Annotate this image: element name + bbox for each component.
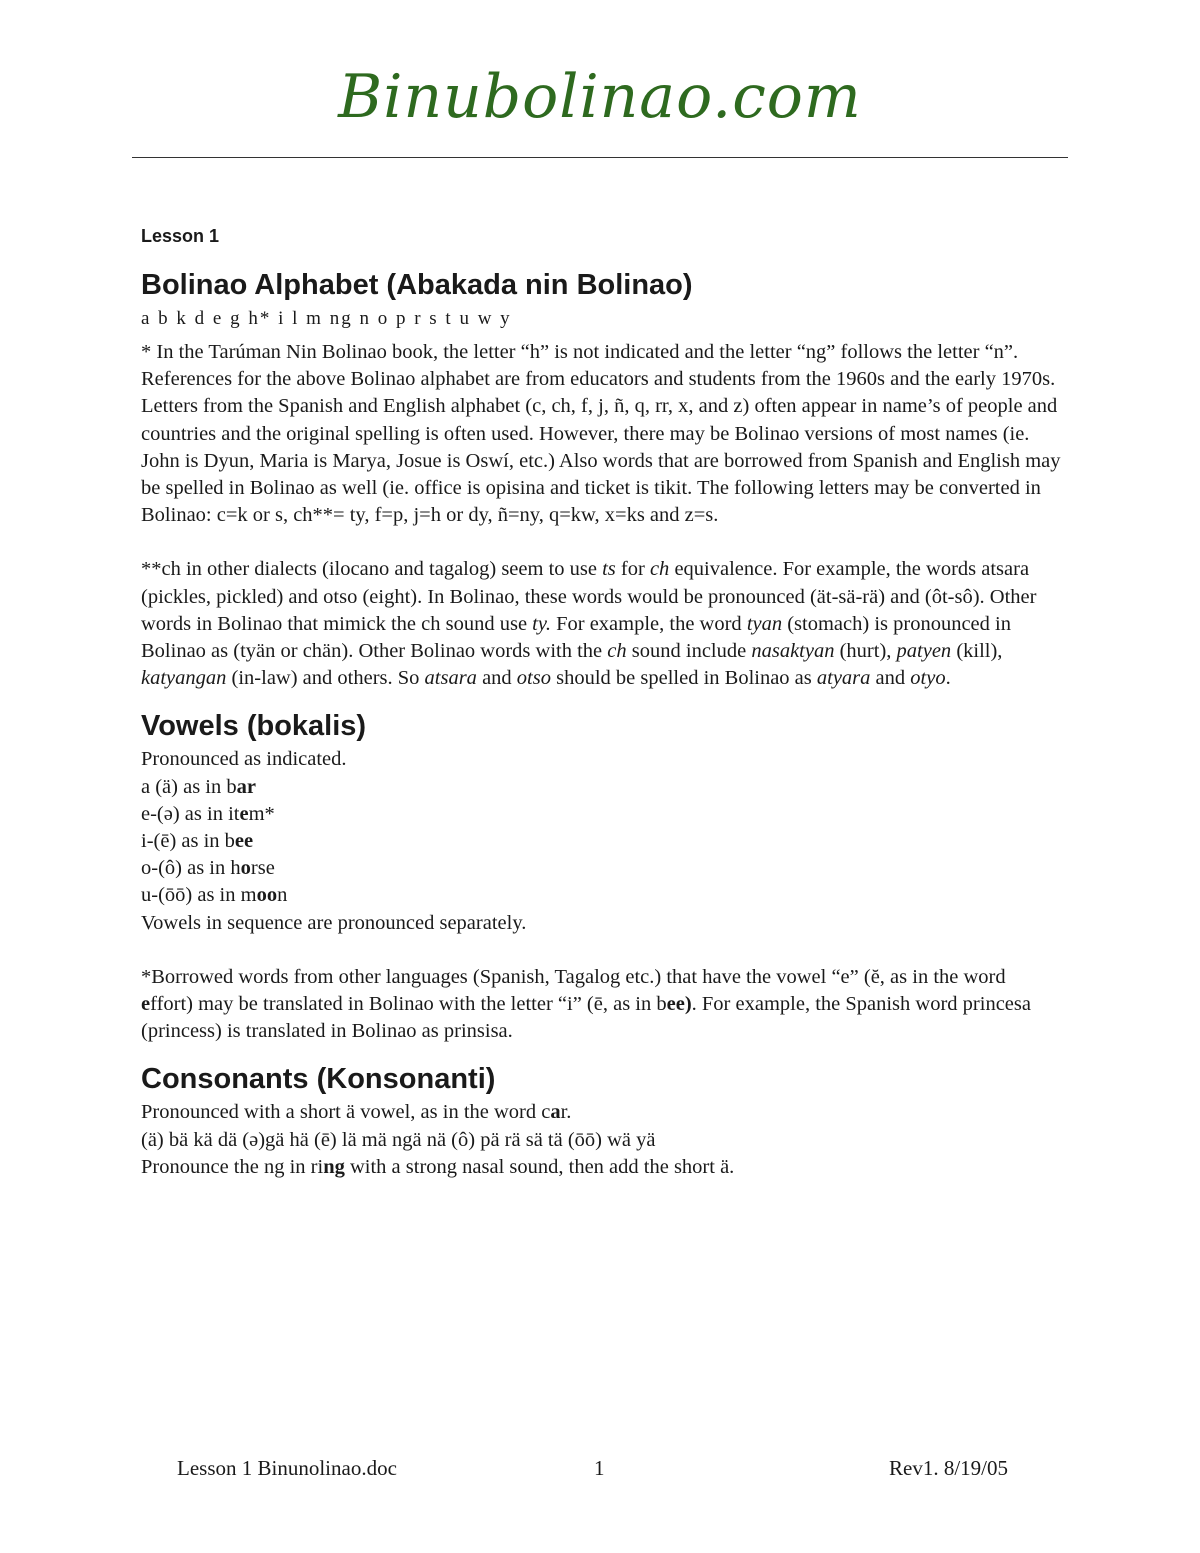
alphabet-note-paragraph: * In the Tarúman Nin Bolinao book, the letter “h” is not indicated and the letter “ng” follows the letter “n”. References for the above Bolinao alphabet are from educators and students from the 1960s and the early 1970s. Letters from the Spanish and English alphabet (c, ch, f, j, ñ, q, rr, x, and z) often appear in name’s of people and countries and the original spelling is often used. However, there may be Bolinao versions of most names (ie. John is Dyun, Maria is Marya, Josue is Oswí, etc.) Also words that are borrowed from Spanish and English may be spelled in Bolinao as well (ie. office is opisina and ticket is tikit. The following letters may be converted in Bolinao: c=k or s, ch**= ty, f=p, j=h or dy, ñ=ny, q=kw, x=ks and z=s. (141, 341, 1061, 527)
footer-revision: Rev1. 8/19/05 (889, 1456, 1008, 1480)
alphabet-heading: Bolinao Alphabet (Abakada nin Bolinao) (141, 269, 693, 301)
site-logo: Binubolinao.com (338, 62, 862, 132)
vowel-i: i-(ē) as in bee (141, 830, 254, 853)
consonants-heading: Consonants (Konsonanti) (141, 1063, 496, 1096)
ng-pronunciation-note: Pronounce the ng in ring with a strong nasal sound, then add the short ä. (141, 1155, 735, 1178)
footer-page-number: 1 (594, 1456, 605, 1480)
alphabet-letters: a b k d e g h* i l m ng n o p r s t u w y (141, 308, 512, 329)
vowel-u: u-(ōō) as in moon (141, 884, 288, 907)
footer-filename: Lesson 1 Binunolinao.doc (177, 1456, 397, 1480)
consonants-intro: Pronounced with a short ä vowel, as in the word car. (141, 1101, 572, 1124)
vowel-a: a (ä) as in bar (141, 775, 256, 798)
vowel-o: o-(ô) as in horse (141, 857, 275, 880)
borrowed-words-paragraph: *Borrowed words from other languages (Spanish, Tagalog etc.) that have the vowel “e” (ĕ, as in the word effort) may be translated in Bolinao with the letter “i” (ē, as in bee). For example, the Spanish word princesa (princess) is translated in Bolinao as prinsisa. (141, 965, 1031, 1043)
vowels-heading: Vowels (bokalis) (141, 710, 367, 743)
consonant-sounds: (ä) bä kä dä (ə)gä hä (ē) lä mä ngä nä (ô) pä rä sä tä (ōō) wä yä (141, 1128, 656, 1151)
vowels-intro: Pronounced as indicated. (141, 748, 347, 771)
vowel-e: e-(ə) as in item* (141, 802, 275, 825)
header-divider (132, 157, 1068, 158)
document-body (141, 226, 1061, 1181)
vowel-sequence-note: Vowels in sequence are pronounced separately. (141, 911, 527, 934)
lesson-label: Lesson 1 (141, 226, 220, 246)
ch-dialect-paragraph: **ch in other dialects (ilocano and tagalog) seem to use ts for ch equivalence. For example, the words atsara (pickles, pickled) and otso (eight). In Bolinao, these words would be pronounced (ät-sä-rä) and (ôt-sô). Other words in Bolinao that mimick the ch sound use ty. For example, the word tyan (stomach) is pronounced in Bolinao as (tyän or chän). Other Bolinao words with the ch sound include nasaktyan (hurt), patyen (kill), katyangan (in-law) and others. So atsara and otso should be spelled in Bolinao as atyara and otyo. (141, 558, 1037, 690)
